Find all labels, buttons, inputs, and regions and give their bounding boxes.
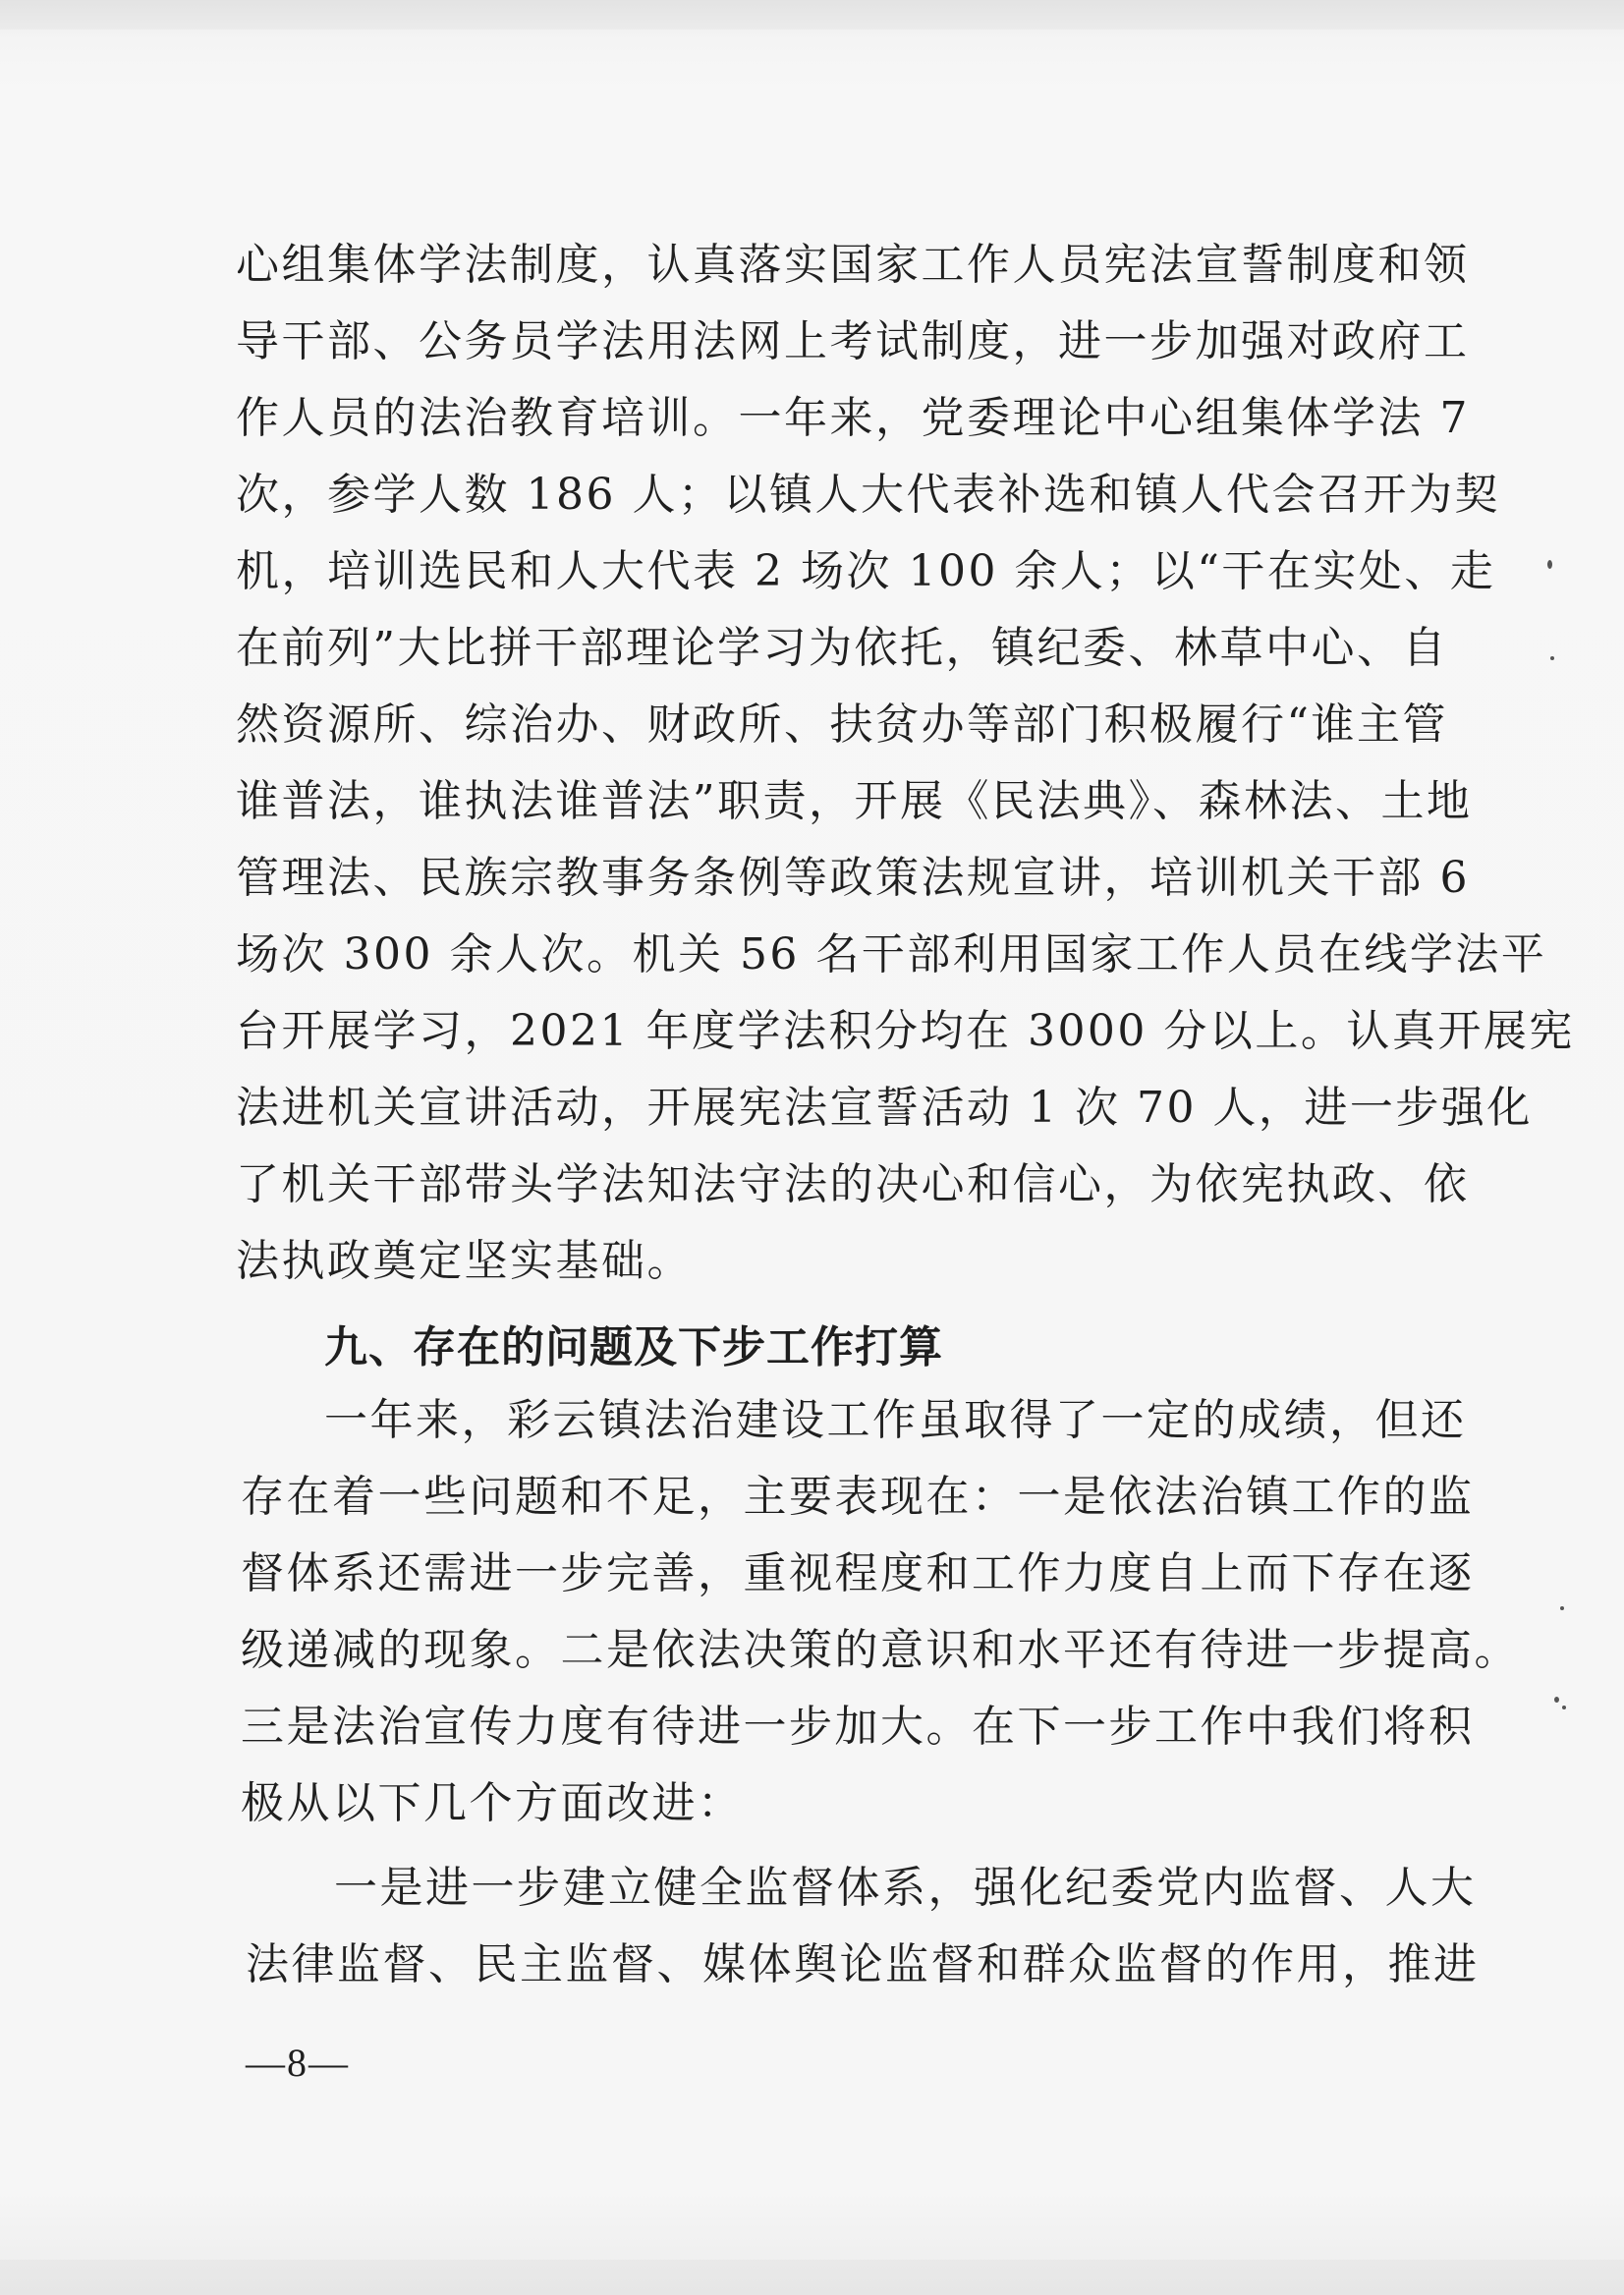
text-line: 督体系还需进一步完善，重视程度和工作力度自上而下存在逐 xyxy=(241,1548,1475,1598)
text-line: 导干部、公务员学法用法网上考试制度，进一步加强对政府工 xyxy=(236,316,1470,366)
text-line: 机，培训选民和人大代表 2 场次 100 余人；以“干在实处、走 xyxy=(236,546,1496,596)
scan-speck xyxy=(1547,560,1552,569)
text-line: 作人员的法治教育培训。一年来，党委理论中心组集体学法 7 xyxy=(236,393,1470,443)
text-line: 场次 300 余人次。机关 56 名干部利用国家工作人员在线学法平 xyxy=(236,929,1547,980)
scan-speck xyxy=(1560,1606,1564,1610)
text-line: 法律监督、民主监督、媒体舆论监督和群众监督的作用，推进 xyxy=(246,1939,1480,1989)
text-line: 一年来，彩云镇法治建设工作虽取得了一定的成绩，但还 xyxy=(324,1395,1467,1445)
text-line: 谁普法，谁执法谁普法”职责，开展《民法典》、森林法、土地 xyxy=(236,776,1473,826)
text-line: 管理法、民族宗教事务条例等政策法规宣讲，培训机关干部 6 xyxy=(236,853,1470,903)
text-line: 法执政奠定坚实基础。 xyxy=(236,1236,693,1286)
text-line: 级递减的现象。二是依法决策的意识和水平还有待进一步提高。 xyxy=(241,1625,1520,1675)
text-line: 三是法治宣传力度有待进一步加大。在下一步工作中我们将积 xyxy=(241,1702,1475,1752)
scan-speck xyxy=(1562,1706,1566,1709)
scan-speck xyxy=(1550,656,1554,660)
text-line: 存在着一些问题和不足，主要表现在：一是依法治镇工作的监 xyxy=(241,1472,1475,1522)
text-line: 极从以下几个方面改进： xyxy=(241,1778,744,1828)
scan-speck xyxy=(1554,1697,1559,1703)
text-line: 台开展学习，2021 年度学法积分均在 3000 分以上。认真开展宪 xyxy=(236,1006,1575,1056)
page-number: —8— xyxy=(246,2041,350,2085)
text-line: 了机关干部带头学法知法守法的决心和信心，为依宪执政、依 xyxy=(236,1159,1470,1209)
text-line: 法进机关宣讲活动，开展宪法宣誓活动 1 次 70 人，进一步强化 xyxy=(236,1083,1533,1133)
section-heading: 九、存在的问题及下步工作打算 xyxy=(324,1322,943,1372)
text-line: 次，参学人数 186 人；以镇人大代表补选和镇人代会召开为契 xyxy=(236,470,1500,520)
text-line: 心组集体学法制度，认真落实国家工作人员宪法宣誓制度和领 xyxy=(236,240,1470,290)
text-line: 在前列”大比拼干部理论学习为依托，镇纪委、林草中心、自 xyxy=(236,623,1448,673)
text-line: 一是进一步建立健全监督体系，强化纪委党内监督、人大 xyxy=(334,1863,1477,1913)
text-line: 然资源所、综治办、财政所、扶贫办等部门积极履行“谁主管 xyxy=(236,700,1448,750)
